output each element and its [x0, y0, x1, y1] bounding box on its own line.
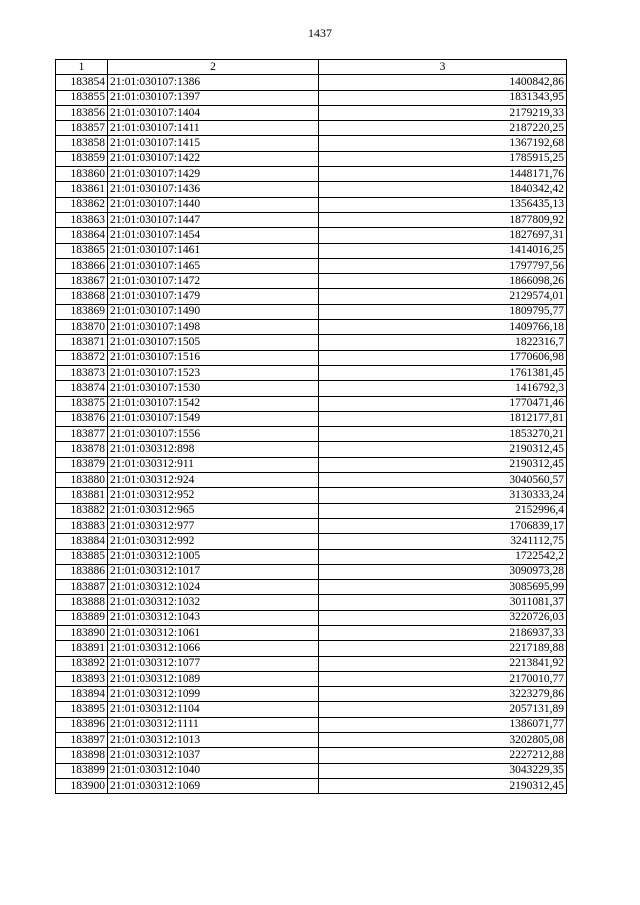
- value-cell: 2190312,45: [319, 442, 567, 457]
- row-number-cell: 183886: [56, 564, 108, 579]
- row-number-cell: 183891: [56, 641, 108, 656]
- value-cell: 1414016,25: [319, 243, 567, 258]
- column-header-1: 1: [56, 60, 108, 75]
- value-cell: 1822316,7: [319, 335, 567, 350]
- cadastral-number-cell: 21:01:030312:1077: [108, 656, 319, 671]
- table-row: [56, 671, 567, 686]
- cadastral-number-cell: 21:01:030312:924: [108, 473, 319, 488]
- value-cell: 1831343,95: [319, 90, 567, 105]
- value-cell: 1386071,77: [319, 717, 567, 732]
- table-row: [56, 641, 567, 656]
- row-number-cell: 183888: [56, 595, 108, 610]
- cadastral-number-cell: 21:01:030312:1061: [108, 625, 319, 640]
- row-number-cell: 183897: [56, 733, 108, 748]
- table-row: [56, 167, 567, 182]
- value-cell: 2217189,88: [319, 641, 567, 656]
- table-body: [56, 75, 567, 794]
- cadastral-number-cell: 21:01:030312:1037: [108, 748, 319, 763]
- table-row: [56, 763, 567, 778]
- row-number-cell: 183858: [56, 136, 108, 151]
- cadastral-number-cell: 21:01:030312:1069: [108, 778, 319, 793]
- row-number-cell: 183896: [56, 717, 108, 732]
- column-header-3: 3: [319, 60, 567, 75]
- row-number-cell: 183870: [56, 320, 108, 335]
- table-row: [56, 748, 567, 763]
- row-number-cell: 183895: [56, 702, 108, 717]
- table-row: [56, 121, 567, 136]
- row-number-cell: 183854: [56, 75, 108, 90]
- cadastral-number-cell: 21:01:030107:1461: [108, 243, 319, 258]
- row-number-cell: 183866: [56, 258, 108, 273]
- value-cell: 3043229,35: [319, 763, 567, 778]
- row-number-cell: 183871: [56, 335, 108, 350]
- row-number-cell: 183877: [56, 427, 108, 442]
- value-cell: 1770606,98: [319, 350, 567, 365]
- row-number-cell: 183859: [56, 151, 108, 166]
- row-number-cell: 183889: [56, 610, 108, 625]
- table-row: [56, 75, 567, 90]
- table-row: [56, 687, 567, 702]
- cadastral-number-cell: 21:01:030107:1386: [108, 75, 319, 90]
- row-number-cell: 183862: [56, 197, 108, 212]
- cadastral-number-cell: 21:01:030107:1542: [108, 396, 319, 411]
- value-cell: 1448171,76: [319, 167, 567, 182]
- row-number-cell: 183893: [56, 671, 108, 686]
- value-cell: 1866098,26: [319, 274, 567, 289]
- table-row: [56, 365, 567, 380]
- row-number-cell: 183868: [56, 289, 108, 304]
- value-cell: 1356435,13: [319, 197, 567, 212]
- value-cell: 3220726,03: [319, 610, 567, 625]
- table-row: [56, 151, 567, 166]
- cadastral-number-cell: 21:01:030107:1523: [108, 365, 319, 380]
- data-table: [55, 59, 567, 794]
- value-cell: 3040560,57: [319, 473, 567, 488]
- cadastral-number-cell: 21:01:030107:1422: [108, 151, 319, 166]
- table-row: [56, 136, 567, 151]
- table-row: [56, 228, 567, 243]
- cadastral-number-cell: 21:01:030312:1089: [108, 671, 319, 686]
- table-row: [56, 212, 567, 227]
- table-row: [56, 625, 567, 640]
- table-row: [56, 90, 567, 105]
- cadastral-number-cell: 21:01:030107:1556: [108, 427, 319, 442]
- cadastral-number-cell: 21:01:030107:1530: [108, 381, 319, 396]
- cadastral-number-cell: 21:01:030107:1415: [108, 136, 319, 151]
- cadastral-number-cell: 21:01:030107:1479: [108, 289, 319, 304]
- value-cell: 3223279,86: [319, 687, 567, 702]
- table-row: [56, 488, 567, 503]
- row-number-cell: 183882: [56, 503, 108, 518]
- table-row: [56, 243, 567, 258]
- table-row: [56, 381, 567, 396]
- value-cell: 1812177,81: [319, 411, 567, 426]
- value-cell: 2186937,33: [319, 625, 567, 640]
- cadastral-number-cell: 21:01:030312:1005: [108, 549, 319, 564]
- value-cell: 2179219,33: [319, 105, 567, 120]
- value-cell: 2170010,77: [319, 671, 567, 686]
- table-row: [56, 396, 567, 411]
- row-number-cell: 183879: [56, 457, 108, 472]
- value-cell: 1853270,21: [319, 427, 567, 442]
- row-number-cell: 183885: [56, 549, 108, 564]
- cadastral-number-cell: 21:01:030312:1104: [108, 702, 319, 717]
- row-number-cell: 183872: [56, 350, 108, 365]
- value-cell: 1809795,77: [319, 304, 567, 319]
- value-cell: 1409766,18: [319, 320, 567, 335]
- table-row: [56, 778, 567, 793]
- value-cell: 3241112,75: [319, 534, 567, 549]
- value-cell: 2190312,45: [319, 778, 567, 793]
- value-cell: 3085695,99: [319, 580, 567, 595]
- cadastral-number-cell: 21:01:030107:1411: [108, 121, 319, 136]
- row-number-cell: 183856: [56, 105, 108, 120]
- cadastral-number-cell: 21:01:030312:1032: [108, 595, 319, 610]
- value-cell: 1400842,86: [319, 75, 567, 90]
- table-row: [56, 503, 567, 518]
- value-cell: 2187220,25: [319, 121, 567, 136]
- value-cell: 2152996,4: [319, 503, 567, 518]
- cadastral-number-cell: 21:01:030107:1465: [108, 258, 319, 273]
- cadastral-number-cell: 21:01:030312:911: [108, 457, 319, 472]
- value-cell: 1840342,42: [319, 182, 567, 197]
- cadastral-number-cell: 21:01:030107:1505: [108, 335, 319, 350]
- cadastral-number-cell: 21:01:030312:1066: [108, 641, 319, 656]
- cadastral-number-cell: 21:01:030107:1549: [108, 411, 319, 426]
- table-row: [56, 580, 567, 595]
- row-number-cell: 183898: [56, 748, 108, 763]
- cadastral-number-cell: 21:01:030312:1043: [108, 610, 319, 625]
- cadastral-number-cell: 21:01:030312:1111: [108, 717, 319, 732]
- cadastral-number-cell: 21:01:030107:1454: [108, 228, 319, 243]
- cadastral-number-cell: 21:01:030312:1040: [108, 763, 319, 778]
- value-cell: 3130333,24: [319, 488, 567, 503]
- table-row: [56, 717, 567, 732]
- table-row: [56, 610, 567, 625]
- table-row: [56, 442, 567, 457]
- value-cell: 1827697,31: [319, 228, 567, 243]
- table-row: [56, 702, 567, 717]
- row-number-cell: 183876: [56, 411, 108, 426]
- cadastral-number-cell: 21:01:030312:898: [108, 442, 319, 457]
- row-number-cell: 183875: [56, 396, 108, 411]
- row-number-cell: 183873: [56, 365, 108, 380]
- cadastral-number-cell: 21:01:030107:1404: [108, 105, 319, 120]
- value-cell: 2190312,45: [319, 457, 567, 472]
- row-number-cell: 183878: [56, 442, 108, 457]
- cadastral-number-cell: 21:01:030107:1516: [108, 350, 319, 365]
- row-number-cell: 183864: [56, 228, 108, 243]
- value-cell: 1770471,46: [319, 396, 567, 411]
- page-number: 1437: [308, 26, 332, 40]
- table-row: [56, 595, 567, 610]
- column-header-2: 2: [108, 60, 319, 75]
- row-number-cell: 183881: [56, 488, 108, 503]
- cadastral-number-cell: 21:01:030107:1440: [108, 197, 319, 212]
- table-row: [56, 335, 567, 350]
- value-cell: 2213841,92: [319, 656, 567, 671]
- value-cell: 2227212,88: [319, 748, 567, 763]
- cadastral-number-cell: 21:01:030107:1447: [108, 212, 319, 227]
- cadastral-number-cell: 21:01:030312:1013: [108, 733, 319, 748]
- table-row: [56, 564, 567, 579]
- table-row: [56, 182, 567, 197]
- cadastral-number-cell: 21:01:030312:992: [108, 534, 319, 549]
- table-row: [56, 350, 567, 365]
- value-cell: 1706839,17: [319, 518, 567, 533]
- table-row: [56, 473, 567, 488]
- row-number-cell: 183900: [56, 778, 108, 793]
- row-number-cell: 183869: [56, 304, 108, 319]
- cadastral-number-cell: 21:01:030107:1490: [108, 304, 319, 319]
- table-row: [56, 656, 567, 671]
- cadastral-number-cell: 21:01:030312:1099: [108, 687, 319, 702]
- cadastral-number-cell: 21:01:030312:965: [108, 503, 319, 518]
- cadastral-number-cell: 21:01:030107:1397: [108, 90, 319, 105]
- value-cell: 1416792,3: [319, 381, 567, 396]
- row-number-cell: 183865: [56, 243, 108, 258]
- table-row: [56, 304, 567, 319]
- value-cell: 2057131,89: [319, 702, 567, 717]
- cadastral-number-cell: 21:01:030107:1436: [108, 182, 319, 197]
- row-number-cell: 183894: [56, 687, 108, 702]
- value-cell: 2129574,01: [319, 289, 567, 304]
- row-number-cell: 183867: [56, 274, 108, 289]
- value-cell: 3202805,08: [319, 733, 567, 748]
- value-cell: 3090973,28: [319, 564, 567, 579]
- row-number-cell: 183863: [56, 212, 108, 227]
- cadastral-number-cell: 21:01:030107:1498: [108, 320, 319, 335]
- table-header-row: [56, 60, 567, 75]
- value-cell: 1797797,56: [319, 258, 567, 273]
- table-row: [56, 427, 567, 442]
- row-number-cell: 183887: [56, 580, 108, 595]
- table-row: [56, 518, 567, 533]
- row-number-cell: 183857: [56, 121, 108, 136]
- row-number-cell: 183861: [56, 182, 108, 197]
- row-number-cell: 183892: [56, 656, 108, 671]
- cadastral-number-cell: 21:01:030107:1472: [108, 274, 319, 289]
- row-number-cell: 183883: [56, 518, 108, 533]
- row-number-cell: 183855: [56, 90, 108, 105]
- table-row: [56, 457, 567, 472]
- cadastral-number-cell: 21:01:030312:952: [108, 488, 319, 503]
- table-row: [56, 258, 567, 273]
- table-row: [56, 411, 567, 426]
- cadastral-number-cell: 21:01:030107:1429: [108, 167, 319, 182]
- table-row: [56, 105, 567, 120]
- row-number-cell: 183890: [56, 625, 108, 640]
- table-row: [56, 534, 567, 549]
- row-number-cell: 183860: [56, 167, 108, 182]
- row-number-cell: 183884: [56, 534, 108, 549]
- value-cell: 1877809,92: [319, 212, 567, 227]
- table-row: [56, 197, 567, 212]
- value-cell: 1785915,25: [319, 151, 567, 166]
- value-cell: 1761381,45: [319, 365, 567, 380]
- table-row: [56, 274, 567, 289]
- cadastral-number-cell: 21:01:030312:1017: [108, 564, 319, 579]
- value-cell: 3011081,37: [319, 595, 567, 610]
- table-row: [56, 320, 567, 335]
- row-number-cell: 183874: [56, 381, 108, 396]
- cadastral-number-cell: 21:01:030312:1024: [108, 580, 319, 595]
- row-number-cell: 183880: [56, 473, 108, 488]
- table-row: [56, 549, 567, 564]
- table-row: [56, 289, 567, 304]
- table-row: [56, 733, 567, 748]
- row-number-cell: 183899: [56, 763, 108, 778]
- value-cell: 1722542,2: [319, 549, 567, 564]
- cadastral-number-cell: 21:01:030312:977: [108, 518, 319, 533]
- value-cell: 1367192,68: [319, 136, 567, 151]
